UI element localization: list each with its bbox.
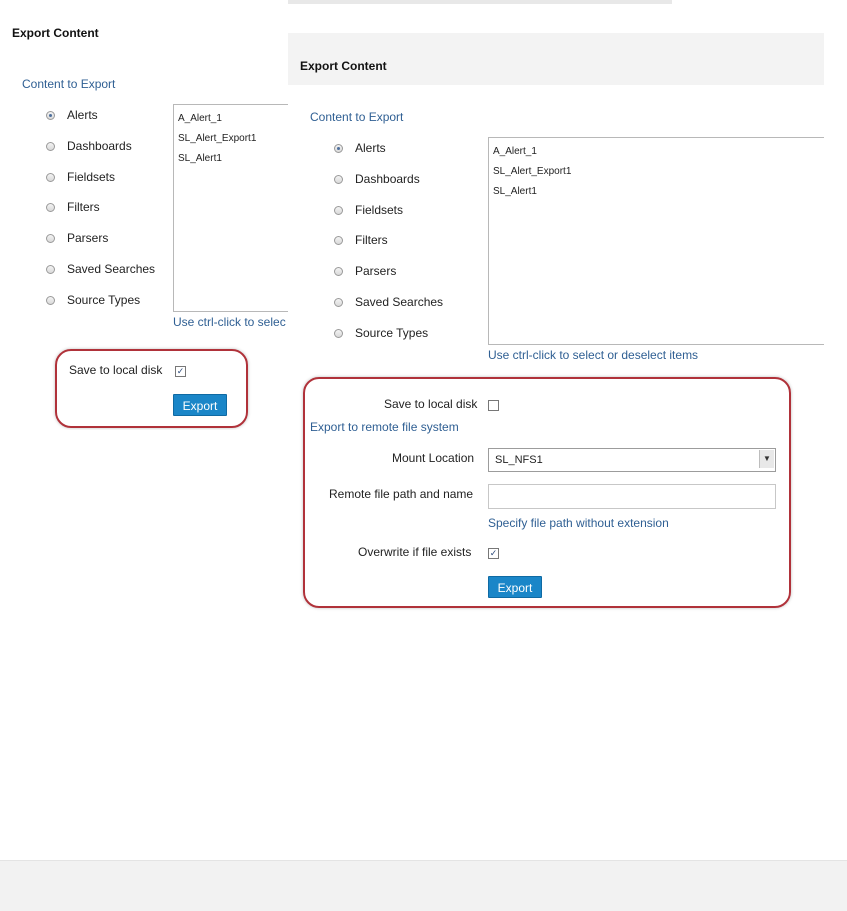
radio-saved-searches[interactable]: Saved Searches — [46, 262, 155, 276]
list-item[interactable]: A_Alert_1 — [493, 146, 537, 157]
chevron-down-icon[interactable]: ▼ — [759, 450, 774, 468]
list-item[interactable]: SL_Alert1 — [493, 186, 537, 197]
radio-source-types[interactable]: Source Types — [46, 293, 140, 307]
radio-icon — [46, 173, 55, 182]
radio-icon — [334, 206, 343, 215]
radio-alerts[interactable]: Alerts — [334, 141, 386, 155]
radio-parsers[interactable]: Parsers — [334, 264, 396, 278]
selection-hint: Use ctrl-click to selec — [173, 315, 286, 329]
radio-icon — [334, 144, 343, 153]
check-icon: ✓ — [489, 548, 498, 558]
radio-source-types[interactable]: Source Types — [334, 326, 428, 340]
footer-bar — [0, 860, 847, 911]
radio-icon — [46, 203, 55, 212]
list-item[interactable]: SL_Alert_Export1 — [493, 166, 572, 177]
save-local-label: Save to local disk — [384, 397, 478, 411]
overwrite-label: Overwrite if file exists — [358, 545, 472, 559]
radio-filters[interactable]: Filters — [334, 233, 388, 247]
radio-icon — [334, 236, 343, 245]
highlight-ring — [55, 349, 248, 428]
check-icon: ✓ — [176, 366, 185, 376]
radio-icon — [46, 265, 55, 274]
radio-icon — [334, 267, 343, 276]
mount-location-label: Mount Location — [392, 451, 475, 465]
remote-section-heading: Export to remote file system — [310, 420, 459, 434]
radio-icon — [46, 296, 55, 305]
export-button[interactable]: Export — [173, 394, 227, 416]
radio-icon — [334, 329, 343, 338]
list-item[interactable]: SL_Alert_Export1 — [178, 133, 257, 144]
export-button[interactable]: Export — [488, 576, 542, 598]
mount-location-value: SL_NFS1 — [495, 454, 543, 466]
radio-icon — [334, 175, 343, 184]
export-panel-local — [0, 0, 288, 430]
export-panel-remote — [288, 33, 824, 613]
remote-path-label: Remote file path and name — [329, 487, 474, 501]
radio-icon — [334, 298, 343, 307]
radio-fieldsets[interactable]: Fieldsets — [46, 170, 115, 184]
list-item[interactable]: A_Alert_1 — [178, 113, 222, 124]
list-item[interactable]: SL_Alert1 — [178, 153, 222, 164]
items-listbox[interactable] — [488, 137, 824, 345]
save-local-label: Save to local disk — [69, 363, 163, 377]
page-title: Export Content — [300, 59, 387, 73]
content-section-heading: Content to Export — [310, 110, 404, 124]
radio-dashboards[interactable]: Dashboards — [46, 139, 132, 153]
radio-saved-searches[interactable]: Saved Searches — [334, 295, 443, 309]
radio-fieldsets[interactable]: Fieldsets — [334, 203, 403, 217]
radio-parsers[interactable]: Parsers — [46, 231, 108, 245]
path-hint: Specify file path without extension — [488, 516, 669, 530]
radio-dashboards[interactable]: Dashboards — [334, 172, 420, 186]
radio-alerts[interactable]: Alerts — [46, 108, 98, 122]
radio-filters[interactable]: Filters — [46, 200, 100, 214]
radio-icon — [46, 234, 55, 243]
selection-hint: Use ctrl-click to select or deselect items — [488, 348, 699, 362]
radio-icon — [46, 111, 55, 120]
highlight-ring — [303, 377, 791, 608]
content-section-heading: Content to Export — [22, 77, 116, 91]
radio-icon — [46, 142, 55, 151]
items-listbox[interactable] — [173, 104, 288, 312]
page-title: Export Content — [12, 26, 99, 40]
